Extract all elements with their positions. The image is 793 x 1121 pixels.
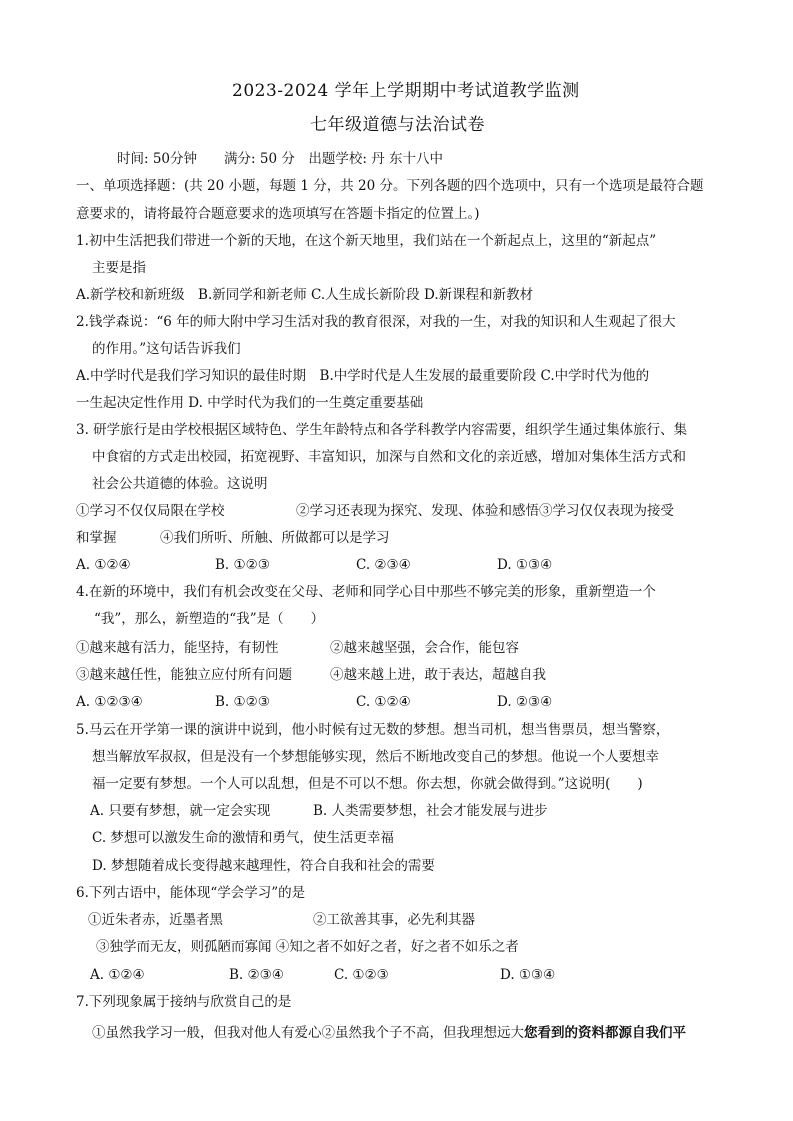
q4-option-d: D. ②③④ — [497, 694, 553, 710]
q4-stem-line-2: “我”，那么，新塑造的“我”是（ ） — [94, 611, 325, 627]
q7-item-line — [92, 1024, 686, 1042]
q4-option-b: B. ①②③ — [215, 694, 270, 710]
q5-stem-line-2: 想当解放军叔叔，但是没有一个梦想能够实现，然后不断地改变自己的梦想。他说一个人要想幸 — [92, 749, 659, 765]
q4-stem-line-1: 4.在新的环境中，我们有机会改变在父母、老师和同学心目中那些不够完美的形象，重新塑造一个 — [76, 584, 656, 600]
q2-options-line-2: 一生起决定性作用 D. 中学时代为我们的一生奠定重要基础 — [76, 395, 424, 411]
q3-item-3: 和掌握 — [76, 530, 117, 546]
q5-stem-line-3: 福一定要有梦想。一个人可以乱想，但是不可以不想。你去想，你就会做得到。”这说明( ) — [92, 776, 643, 792]
q3-stem-line-1: 3. 研学旅行是由学校根据区域特色、学生年龄特点和各学科教学内容需要，组织学生通过集体旅行、集 — [76, 422, 688, 438]
exam-title: 2023-2024 学年上学期期中考试道教学监测 — [232, 81, 580, 101]
q5-option-d: D. 梦想随着成长变得越来越理性，符合自我和社会的需要 — [92, 858, 435, 874]
q4-option-a: A. ①②③④ — [76, 694, 143, 710]
q6-item-1: ①近朱者赤，近墨者黑 — [88, 912, 223, 928]
q4-item-2: ②越来越坚强，会合作，能包容 — [330, 640, 519, 656]
q2-stem-line-1: 2.钱学森说：“6 年的师大附中学习生活对我的教育很深，对我的一生，对我的知识和人生观起了很大 — [76, 314, 676, 330]
watermark-text: 您看到的资料都源自我们平 — [524, 1025, 686, 1041]
q5-option-a: A. 只要有梦想，就一定会实现 — [90, 803, 271, 819]
q1-options: A.新学校和新班级 B.新同学和新老师 C.人生成长新阶段 D.新课程和新教材 — [76, 287, 534, 303]
q2-options-line-1: A.中学时代是我们学习知识的最佳时期 B.中学时代是人生发展的最重要阶段 C.中学时代为他的 — [76, 368, 650, 384]
q6-option-b: B. ②③④ — [229, 967, 284, 983]
q3-item-4: ④我们所听、所触、所做都可以是学习 — [160, 530, 390, 546]
q7-items: ①虽然我学习一般，但我对他人有爱心②虽然我个子不高，但我理想远大 — [92, 1025, 524, 1041]
q6-item-2: ②工欲善其事，必先利其器 — [313, 912, 475, 928]
q3-option-a: A. ①②④ — [76, 557, 131, 573]
section-instructions-line-1: 一、单项选择题：(共 20 小题，每题 1 分，共 20 分。下列各题的四个选项中，只有一个选项是最符合题 — [76, 178, 704, 194]
exam-subtitle: 七年级道德与法治试卷 — [310, 115, 485, 135]
q3-item-2: ②学习还表现为探究、发现、体验和感悟③学习仅仅表现为接受 — [296, 503, 674, 519]
q2-stem-line-2: 的作用。”这句话告诉我们 — [92, 341, 241, 357]
q4-item-4: ④越来越上进，敢于表达，超越自我 — [330, 667, 546, 683]
q3-stem-line-2: 中食宿的方式走出校园，拓宽视野、丰富知识，加深与自然和文化的亲近感，增加对集体生活方式和 — [92, 449, 686, 465]
q1-stem-line-2: 主要是指 — [92, 260, 146, 276]
q3-option-d: D. ①③④ — [497, 557, 553, 573]
q7-stem: 7.下列现象属于接纳与欣赏自己的是 — [76, 994, 292, 1010]
q4-item-3: ③越来越任性，能独立应付所有问题 — [76, 667, 292, 683]
q3-option-c: C. ②③④ — [356, 557, 411, 573]
q5-option-c: C. 梦想可以激发生命的激情和勇气，使生活更幸福 — [92, 830, 394, 846]
exam-info: 时间: 50分钟 满分: 50 分 出题学校: 丹 东十八中 — [117, 151, 443, 167]
q6-item-3: ③独学而无友，则孤陋而寡闻 ④知之者不如好之者，好之者不如乐之者 — [96, 939, 519, 955]
q1-stem-line-1: 1.初中生活把我们带进一个新的天地，在这个新天地里，我们站在一个新起点上，这里的“新起点” — [76, 233, 657, 249]
q4-option-c: C. ①②④ — [356, 694, 411, 710]
q5-stem-line-1: 5.马云在开学第一课的演讲中说到，他小时候有过无数的梦想。想当司机，想当售票员，想当警察， — [76, 722, 670, 738]
q6-stem: 6.下列古语中，能体现“学会学习”的是 — [76, 885, 306, 901]
q3-option-b: B. ①②③ — [215, 557, 270, 573]
q5-option-b: B. 人类需要梦想，社会才能发展与进步 — [313, 803, 548, 819]
q6-option-d: D. ①③④ — [500, 967, 556, 983]
q6-option-c: C. ①②③ — [334, 967, 389, 983]
q3-stem-line-3: 社会公共道德的体验。这说明 — [92, 476, 268, 492]
q6-option-a: A. ①②④ — [90, 967, 145, 983]
section-instructions-line-2: 意要求的，请将最符合题意要求的选项填写在答题卡指定的位置上。) — [76, 206, 480, 222]
q3-item-1: ①学习不仅仅局限在学校 — [76, 503, 225, 519]
q4-item-1: ①越来越有活力，能坚持，有韧性 — [76, 640, 279, 656]
